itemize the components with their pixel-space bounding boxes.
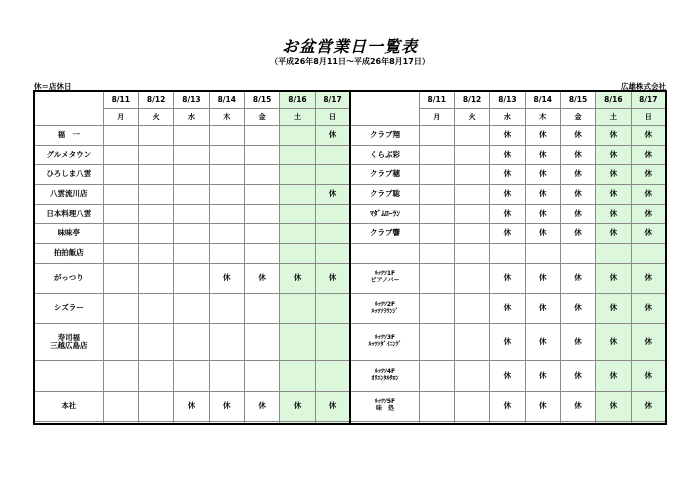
right-day-cell: 休 (490, 185, 525, 205)
right-day-cell: 休 (490, 324, 525, 361)
left-day-cell (209, 324, 244, 361)
right-day-cell: 休 (560, 185, 595, 205)
date-header-row (35, 92, 666, 109)
left-day-cell (244, 224, 279, 244)
right-store-name: くらぶ彩 (350, 145, 419, 165)
right-day-cell: 休 (560, 293, 595, 323)
right-day-cell (560, 421, 595, 423)
left-day-cell (315, 244, 350, 264)
right-weekday-header: 月 (419, 109, 454, 126)
right-day-cell: 休 (560, 361, 595, 391)
left-store-name: 福 一 (35, 126, 104, 146)
right-day-cell (419, 204, 454, 224)
left-day-cell (138, 421, 173, 423)
left-day-cell (138, 263, 173, 293)
left-store-name (35, 361, 104, 391)
left-weekday-header: 土 (280, 109, 315, 126)
right-day-cell: 休 (596, 263, 631, 293)
left-store-name: ひろしま八雲 (35, 165, 104, 185)
left-day-cell (138, 145, 173, 165)
left-date-header: 8/13 (174, 92, 209, 109)
right-day-cell: 休 (596, 293, 631, 323)
left-day-cell (103, 293, 138, 323)
right-store-name: クラブ聡 (350, 185, 419, 205)
right-day-cell (454, 126, 489, 146)
right-day-cell (631, 244, 665, 264)
left-day-cell (244, 145, 279, 165)
left-day-cell (138, 391, 173, 421)
right-day-cell: 休 (490, 126, 525, 146)
right-day-cell: 休 (596, 224, 631, 244)
right-day-cell: 休 (596, 145, 631, 165)
left-store-name: グルメタウン (35, 145, 104, 165)
table-row (35, 293, 666, 323)
left-day-cell (103, 361, 138, 391)
left-day-cell (103, 263, 138, 293)
left-day-cell: 休 (280, 263, 315, 293)
company-name: 広雄株式会社 (621, 82, 666, 91)
left-date-header: 8/12 (138, 92, 173, 109)
right-store-name (350, 244, 419, 264)
left-day-cell (174, 145, 209, 165)
right-day-cell (560, 244, 595, 264)
left-store-name: 日本料理八雲 (35, 204, 104, 224)
left-day-cell (103, 421, 138, 423)
table-row (35, 204, 666, 224)
right-day-cell (454, 391, 489, 421)
right-day-cell: 休 (525, 185, 560, 205)
right-day-cell: 休 (631, 204, 665, 224)
table-row (35, 263, 666, 293)
left-day-cell (103, 244, 138, 264)
right-day-cell (419, 185, 454, 205)
left-day-cell (315, 165, 350, 185)
left-day-cell (280, 293, 315, 323)
left-day-cell (174, 361, 209, 391)
left-day-cell (174, 126, 209, 146)
left-day-cell (174, 165, 209, 185)
left-day-cell (244, 185, 279, 205)
left-day-cell: 休 (174, 391, 209, 421)
right-day-cell: 休 (596, 185, 631, 205)
left-day-cell (315, 421, 350, 423)
left-day-cell (244, 165, 279, 185)
left-day-cell (138, 293, 173, 323)
right-date-header: 8/17 (631, 92, 665, 109)
left-day-cell: 休 (280, 391, 315, 421)
right-day-cell: 休 (631, 185, 665, 205)
right-day-cell (525, 421, 560, 423)
left-day-cell (244, 293, 279, 323)
right-day-cell: 休 (525, 293, 560, 323)
left-day-cell (138, 324, 173, 361)
left-store-name: 拍拍飯店 (35, 244, 104, 264)
right-weekday-header: 金 (560, 109, 595, 126)
left-day-cell (174, 185, 209, 205)
left-day-cell (103, 126, 138, 146)
left-day-cell (244, 244, 279, 264)
left-day-cell (103, 204, 138, 224)
table-row (35, 224, 666, 244)
left-day-cell: 休 (209, 391, 244, 421)
left-store-name: 八雲流川店 (35, 185, 104, 205)
right-day-cell (454, 185, 489, 205)
left-day-cell (209, 293, 244, 323)
right-day-cell: 休 (490, 263, 525, 293)
right-store-name: ﾙｯﾂｿ4F ｵﾘｴﾝﾀﾙｻﾛﾝ (350, 361, 419, 391)
table-row (35, 391, 666, 421)
right-store-name: ﾙｯﾂｿ1F ピアノバー (350, 263, 419, 293)
left-store-name: 味味亭 (35, 224, 104, 244)
right-day-cell (490, 244, 525, 264)
left-date-header: 8/16 (280, 92, 315, 109)
right-day-cell (419, 126, 454, 146)
right-date-header: 8/13 (490, 92, 525, 109)
left-day-cell (280, 126, 315, 146)
right-weekday-header: 木 (525, 109, 560, 126)
right-store-name (350, 421, 419, 423)
left-day-cell (244, 421, 279, 423)
table-row (35, 361, 666, 391)
right-store-name: ﾙｯﾂｿ5F 味 処 (350, 391, 419, 421)
table-row (35, 145, 666, 165)
left-day-cell (315, 204, 350, 224)
right-day-cell: 休 (560, 324, 595, 361)
right-day-cell: 休 (560, 204, 595, 224)
table-row (35, 126, 666, 146)
left-day-cell (174, 204, 209, 224)
right-day-cell: 休 (596, 204, 631, 224)
left-weekday-header: 月 (103, 109, 138, 126)
right-store-name: クラブ響 (350, 224, 419, 244)
left-day-cell (280, 204, 315, 224)
right-day-cell: 休 (560, 224, 595, 244)
left-day-cell (209, 224, 244, 244)
right-day-cell: 休 (631, 224, 665, 244)
right-day-cell: 休 (525, 126, 560, 146)
right-day-cell (525, 244, 560, 264)
left-day-cell (209, 204, 244, 224)
left-day-cell (174, 324, 209, 361)
right-day-cell: 休 (560, 165, 595, 185)
left-date-header: 8/14 (209, 92, 244, 109)
left-store-name: 本社 (35, 391, 104, 421)
right-store-name: ﾙｯﾂｿ3F ﾙｯﾂｿﾀﾞｲﾆﾝｸﾞ (350, 324, 419, 361)
left-day-cell (315, 293, 350, 323)
left-day-cell (315, 324, 350, 361)
left-day-cell (103, 224, 138, 244)
left-day-cell (244, 126, 279, 146)
left-day-cell (244, 204, 279, 224)
left-day-cell (209, 361, 244, 391)
right-day-cell: 休 (490, 293, 525, 323)
left-day-cell (174, 421, 209, 423)
left-day-cell (174, 263, 209, 293)
right-day-cell: 休 (490, 224, 525, 244)
right-weekday-header: 日 (631, 109, 665, 126)
left-store-name: がっつり (35, 263, 104, 293)
right-day-cell: 休 (596, 391, 631, 421)
right-date-header: 8/16 (596, 92, 631, 109)
right-day-cell: 休 (525, 165, 560, 185)
right-day-cell: 休 (596, 324, 631, 361)
left-day-cell (280, 421, 315, 423)
left-day-cell (138, 224, 173, 244)
right-day-cell (454, 293, 489, 323)
left-day-cell: 休 (244, 391, 279, 421)
right-date-header: 8/11 (419, 92, 454, 109)
left-day-cell: 休 (315, 185, 350, 205)
left-day-cell: 休 (315, 263, 350, 293)
right-day-cell (454, 263, 489, 293)
right-day-cell (419, 145, 454, 165)
right-day-cell: 休 (490, 204, 525, 224)
left-day-cell (174, 224, 209, 244)
left-day-cell (138, 204, 173, 224)
left-day-cell (244, 324, 279, 361)
right-day-cell (419, 324, 454, 361)
right-day-cell: 休 (631, 391, 665, 421)
left-day-cell (103, 391, 138, 421)
left-weekday-header: 金 (244, 109, 279, 126)
right-day-cell (596, 421, 631, 423)
right-day-cell (454, 361, 489, 391)
left-day-cell (209, 421, 244, 423)
left-weekday-header: 木 (209, 109, 244, 126)
right-day-cell: 休 (560, 263, 595, 293)
right-day-cell: 休 (525, 204, 560, 224)
left-day-cell (103, 185, 138, 205)
right-date-header: 8/15 (560, 92, 595, 109)
right-day-cell: 休 (490, 361, 525, 391)
right-day-cell (419, 421, 454, 423)
right-day-cell: 休 (631, 126, 665, 146)
left-day-cell (174, 244, 209, 264)
left-store-name (35, 421, 104, 423)
right-weekday-header: 土 (596, 109, 631, 126)
right-day-cell: 休 (631, 263, 665, 293)
right-day-cell: 休 (525, 361, 560, 391)
left-day-cell (138, 126, 173, 146)
left-day-cell (174, 293, 209, 323)
right-day-cell (454, 165, 489, 185)
left-day-cell (280, 244, 315, 264)
right-day-cell: 休 (631, 324, 665, 361)
left-day-cell: 休 (315, 391, 350, 421)
right-date-header: 8/14 (525, 92, 560, 109)
right-store-name: ﾙｯﾂｿ2F ﾙｯﾂｿﾗｳﾝｼﾞ (350, 293, 419, 323)
left-weekday-header: 日 (315, 109, 350, 126)
left-day-cell (280, 324, 315, 361)
right-day-cell (419, 391, 454, 421)
right-weekday-header: 水 (490, 109, 525, 126)
table-row (35, 185, 666, 205)
right-day-cell (631, 421, 665, 423)
right-day-cell (454, 224, 489, 244)
left-day-cell (209, 165, 244, 185)
right-day-cell (596, 244, 631, 264)
right-day-cell (419, 165, 454, 185)
right-day-cell: 休 (560, 391, 595, 421)
left-day-cell: 休 (209, 263, 244, 293)
right-day-cell: 休 (631, 165, 665, 185)
left-store-name: シズラー (35, 293, 104, 323)
right-day-cell: 休 (490, 145, 525, 165)
right-day-cell: 休 (525, 263, 560, 293)
right-store-header (350, 92, 419, 126)
left-weekday-header: 水 (174, 109, 209, 126)
right-date-header: 8/12 (454, 92, 489, 109)
right-day-cell: 休 (631, 293, 665, 323)
closed-legend: 休＝店休日 (34, 82, 72, 91)
table-row (35, 244, 666, 264)
right-day-cell: 休 (525, 145, 560, 165)
right-day-cell (454, 324, 489, 361)
left-day-cell (209, 145, 244, 165)
right-day-cell: 休 (631, 361, 665, 391)
left-day-cell (138, 185, 173, 205)
left-store-header (35, 92, 104, 126)
date-range-subtitle: （平成26年8月11日～平成26年8月17日） (270, 57, 430, 66)
right-day-cell: 休 (560, 126, 595, 146)
left-day-cell (138, 244, 173, 264)
right-day-cell: 休 (525, 324, 560, 361)
right-day-cell (454, 421, 489, 423)
right-day-cell: 休 (631, 145, 665, 165)
left-day-cell (103, 324, 138, 361)
left-day-cell (280, 185, 315, 205)
left-day-cell: 休 (315, 126, 350, 146)
right-day-cell (419, 263, 454, 293)
left-day-cell (315, 145, 350, 165)
left-day-cell (280, 224, 315, 244)
left-day-cell (280, 165, 315, 185)
left-day-cell (209, 244, 244, 264)
left-day-cell (280, 361, 315, 391)
left-day-cell (315, 361, 350, 391)
right-day-cell (419, 361, 454, 391)
left-day-cell (103, 145, 138, 165)
right-day-cell (490, 421, 525, 423)
left-day-cell (209, 126, 244, 146)
left-day-cell (315, 224, 350, 244)
right-day-cell (454, 244, 489, 264)
left-date-header: 8/17 (315, 92, 350, 109)
left-day-cell: 休 (244, 263, 279, 293)
right-day-cell (419, 244, 454, 264)
table-row (35, 324, 666, 361)
right-store-name: クラブ穂 (350, 165, 419, 185)
right-day-cell: 休 (490, 391, 525, 421)
weekday-header-row (35, 109, 666, 126)
right-day-cell (454, 145, 489, 165)
right-day-cell (454, 204, 489, 224)
right-day-cell: 休 (596, 165, 631, 185)
right-weekday-header: 火 (454, 109, 489, 126)
right-day-cell: 休 (490, 165, 525, 185)
left-date-header: 8/15 (244, 92, 279, 109)
right-day-cell: 休 (596, 126, 631, 146)
left-day-cell (280, 145, 315, 165)
schedule-table (34, 91, 666, 424)
right-day-cell: 休 (560, 145, 595, 165)
right-day-cell: 休 (525, 391, 560, 421)
right-day-cell: 休 (596, 361, 631, 391)
left-day-cell (209, 185, 244, 205)
left-weekday-header: 火 (138, 109, 173, 126)
left-day-cell (138, 165, 173, 185)
right-day-cell (419, 293, 454, 323)
right-day-cell: 休 (525, 224, 560, 244)
right-store-name: ﾏﾀﾞﾑﾛｰﾗﾝ (350, 204, 419, 224)
left-day-cell (244, 361, 279, 391)
left-day-cell (103, 165, 138, 185)
right-day-cell (419, 224, 454, 244)
page-title: お盆営業日一覧表 (281, 37, 418, 56)
left-date-header: 8/11 (103, 92, 138, 109)
right-store-name: クラブ翔 (350, 126, 419, 146)
table-row (35, 421, 666, 423)
left-day-cell (138, 361, 173, 391)
table-row (35, 165, 666, 185)
left-store-name: 寿司福 三越広島店 (35, 324, 104, 361)
